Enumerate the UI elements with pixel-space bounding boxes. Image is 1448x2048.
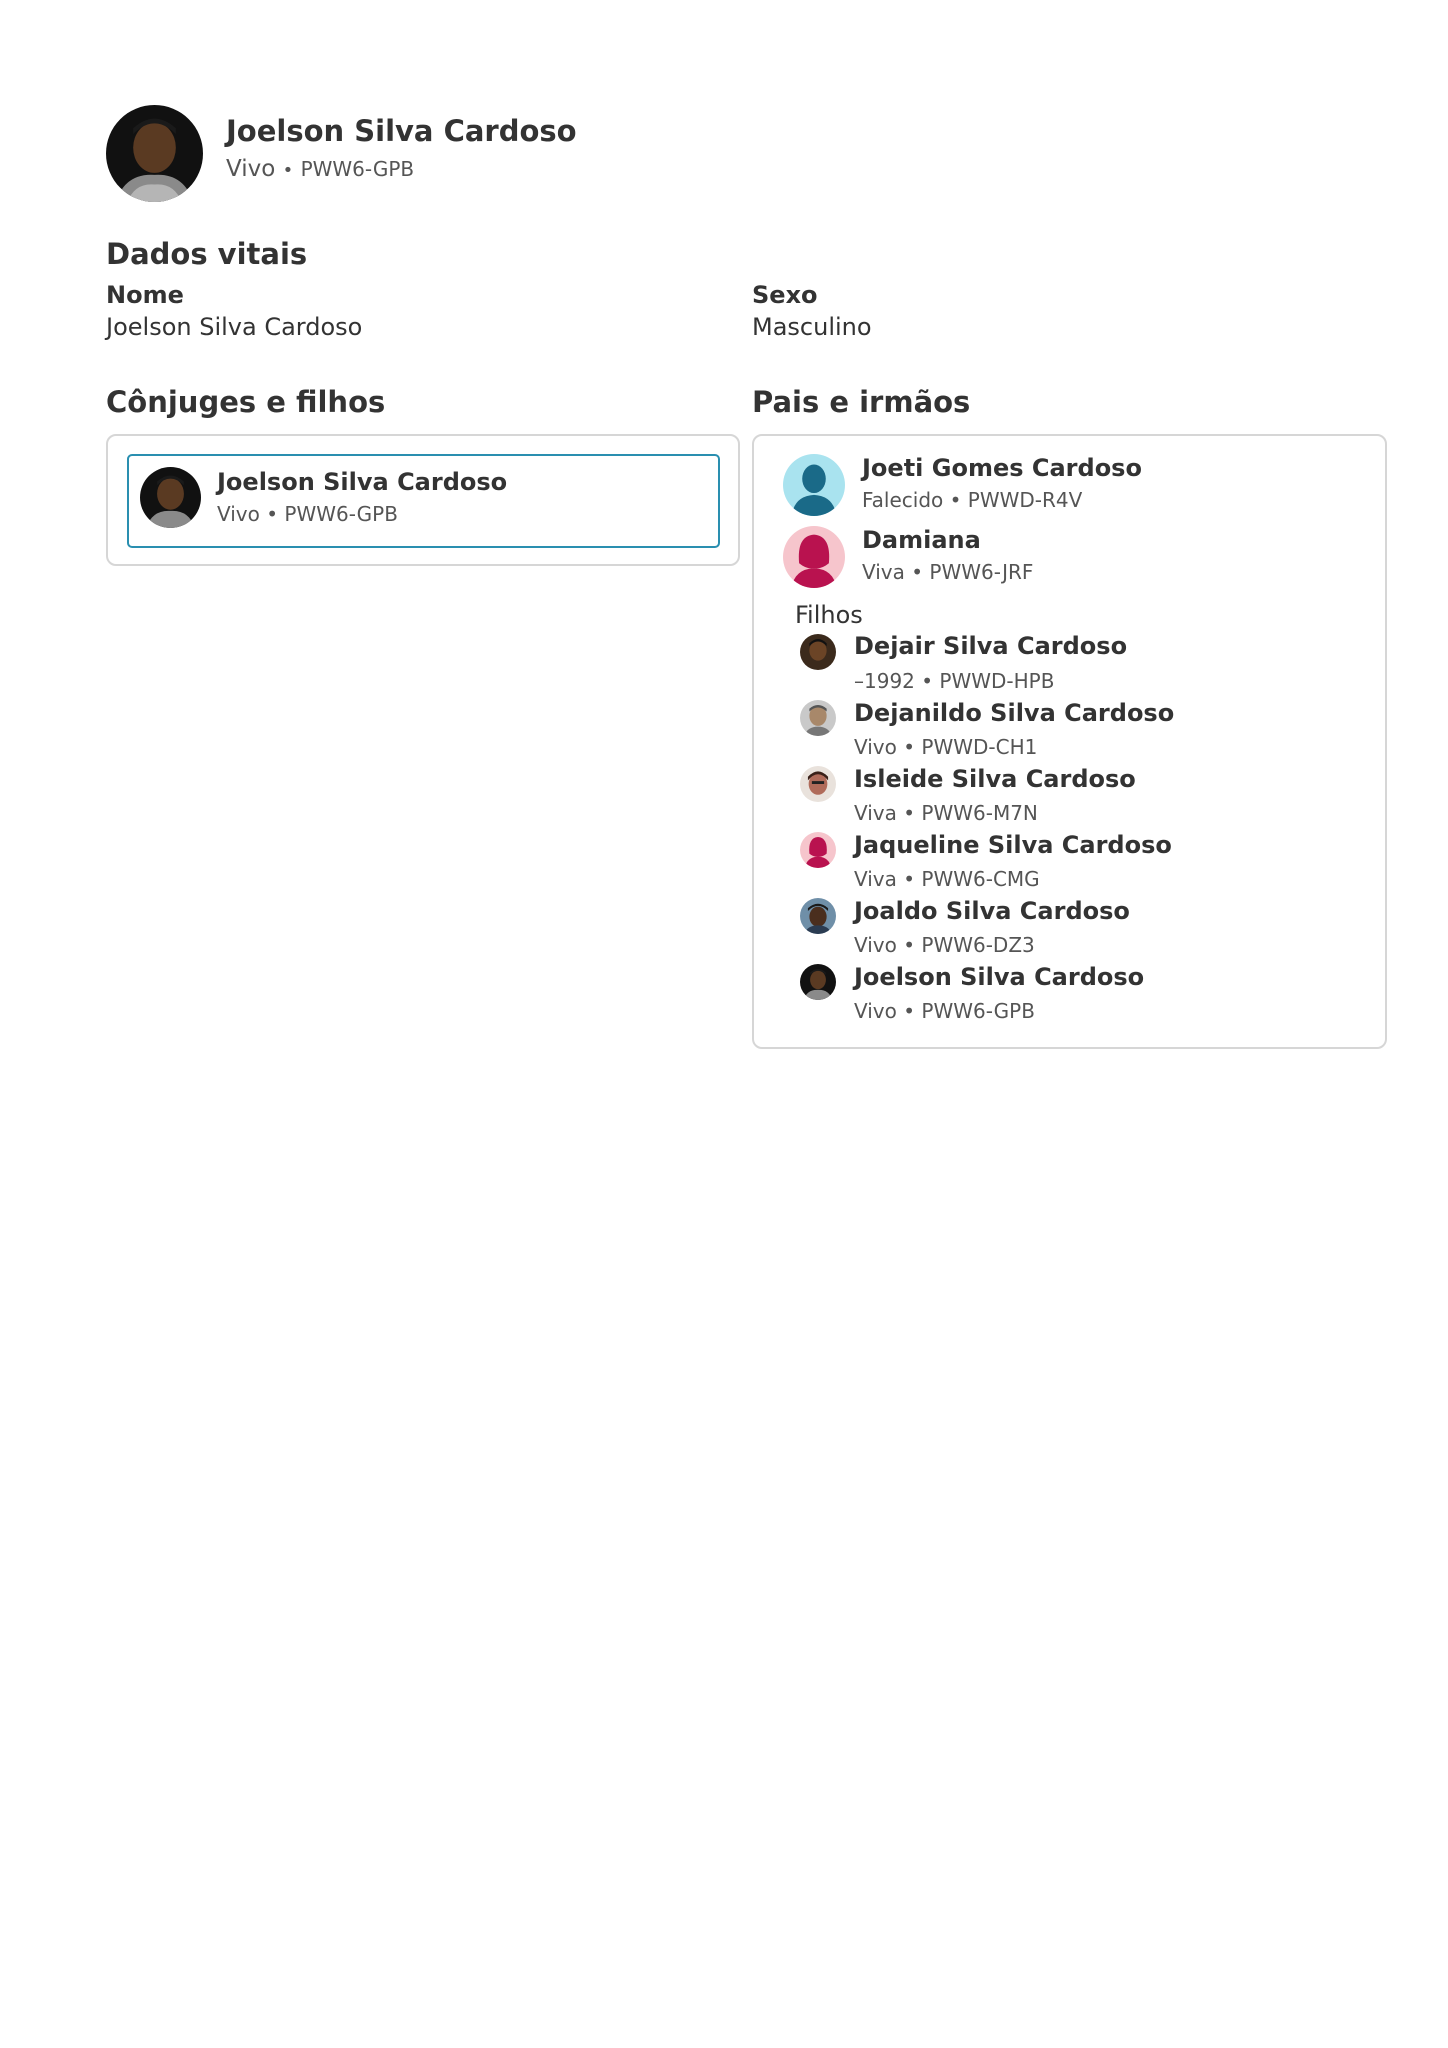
father-info: Falecido • PWWD-R4V <box>862 488 1083 512</box>
child-info: –1992 • PWWD-HPB <box>854 669 1055 693</box>
child-info: Viva • PWW6-CMG <box>854 867 1040 891</box>
spouse-person-info: Vivo • PWW6-GPB <box>217 502 398 526</box>
mother-name[interactable]: Damiana <box>862 526 981 554</box>
child-name[interactable]: Isleide Silva Cardoso <box>854 765 1136 793</box>
child-info: Viva • PWW6-M7N <box>854 801 1038 825</box>
female-silhouette-icon <box>783 526 845 588</box>
child-info: Vivo • PWW6-DZ3 <box>854 933 1035 957</box>
profile-status: Vivo <box>226 156 276 182</box>
profile-status-line <box>226 156 414 182</box>
profile-photo-avatar <box>106 105 203 202</box>
father-avatar <box>783 454 845 516</box>
name-label: Nome <box>106 281 184 309</box>
children-label: Filhos <box>795 601 863 629</box>
vitals-title: Dados vitais <box>106 237 308 271</box>
mother-avatar <box>783 526 845 588</box>
spouses-title: Cônjuges e filhos <box>106 385 386 419</box>
male-silhouette-icon <box>783 454 845 516</box>
person-photo-icon <box>800 964 836 1000</box>
spouse-person-avatar <box>140 467 201 528</box>
child-name[interactable]: Joaldo Silva Cardoso <box>854 897 1130 925</box>
child-name[interactable]: Dejanildo Silva Cardoso <box>854 699 1175 727</box>
spouse-person-name[interactable]: Joelson Silva Cardoso <box>217 468 508 496</box>
person-photo-icon <box>800 700 836 736</box>
child-info: Vivo • PWW6-GPB <box>854 999 1035 1023</box>
person-photo-icon <box>140 467 201 528</box>
child-name[interactable]: Jaqueline Silva Cardoso <box>854 831 1172 859</box>
child-avatar <box>800 832 836 868</box>
child-avatar <box>800 898 836 934</box>
child-name[interactable]: Joelson Silva Cardoso <box>854 963 1145 991</box>
profile-id: PWW6-GPB <box>300 157 415 181</box>
sex-value: Masculino <box>752 313 872 341</box>
sex-label: Sexo <box>752 281 818 309</box>
person-photo-icon <box>800 634 836 670</box>
child-name[interactable]: Dejair Silva Cardoso <box>854 632 1128 660</box>
person-photo-icon <box>800 766 836 802</box>
parents-title: Pais e irmãos <box>752 385 971 419</box>
parents-card <box>752 434 1387 1049</box>
person-photo-icon <box>800 898 836 934</box>
child-avatar <box>800 766 836 802</box>
profile-name: Joelson Silva Cardoso <box>226 114 577 148</box>
mother-info: Viva • PWW6-JRF <box>862 560 1034 584</box>
person-photo-icon <box>106 105 203 202</box>
child-info: Vivo • PWWD-CH1 <box>854 735 1038 759</box>
child-avatar <box>800 964 836 1000</box>
child-avatar <box>800 634 836 670</box>
child-avatar <box>800 700 836 736</box>
father-name[interactable]: Joeti Gomes Cardoso <box>862 454 1142 482</box>
separator-dot: • <box>282 160 294 181</box>
female-silhouette-icon <box>800 832 836 868</box>
name-value: Joelson Silva Cardoso <box>106 313 363 341</box>
